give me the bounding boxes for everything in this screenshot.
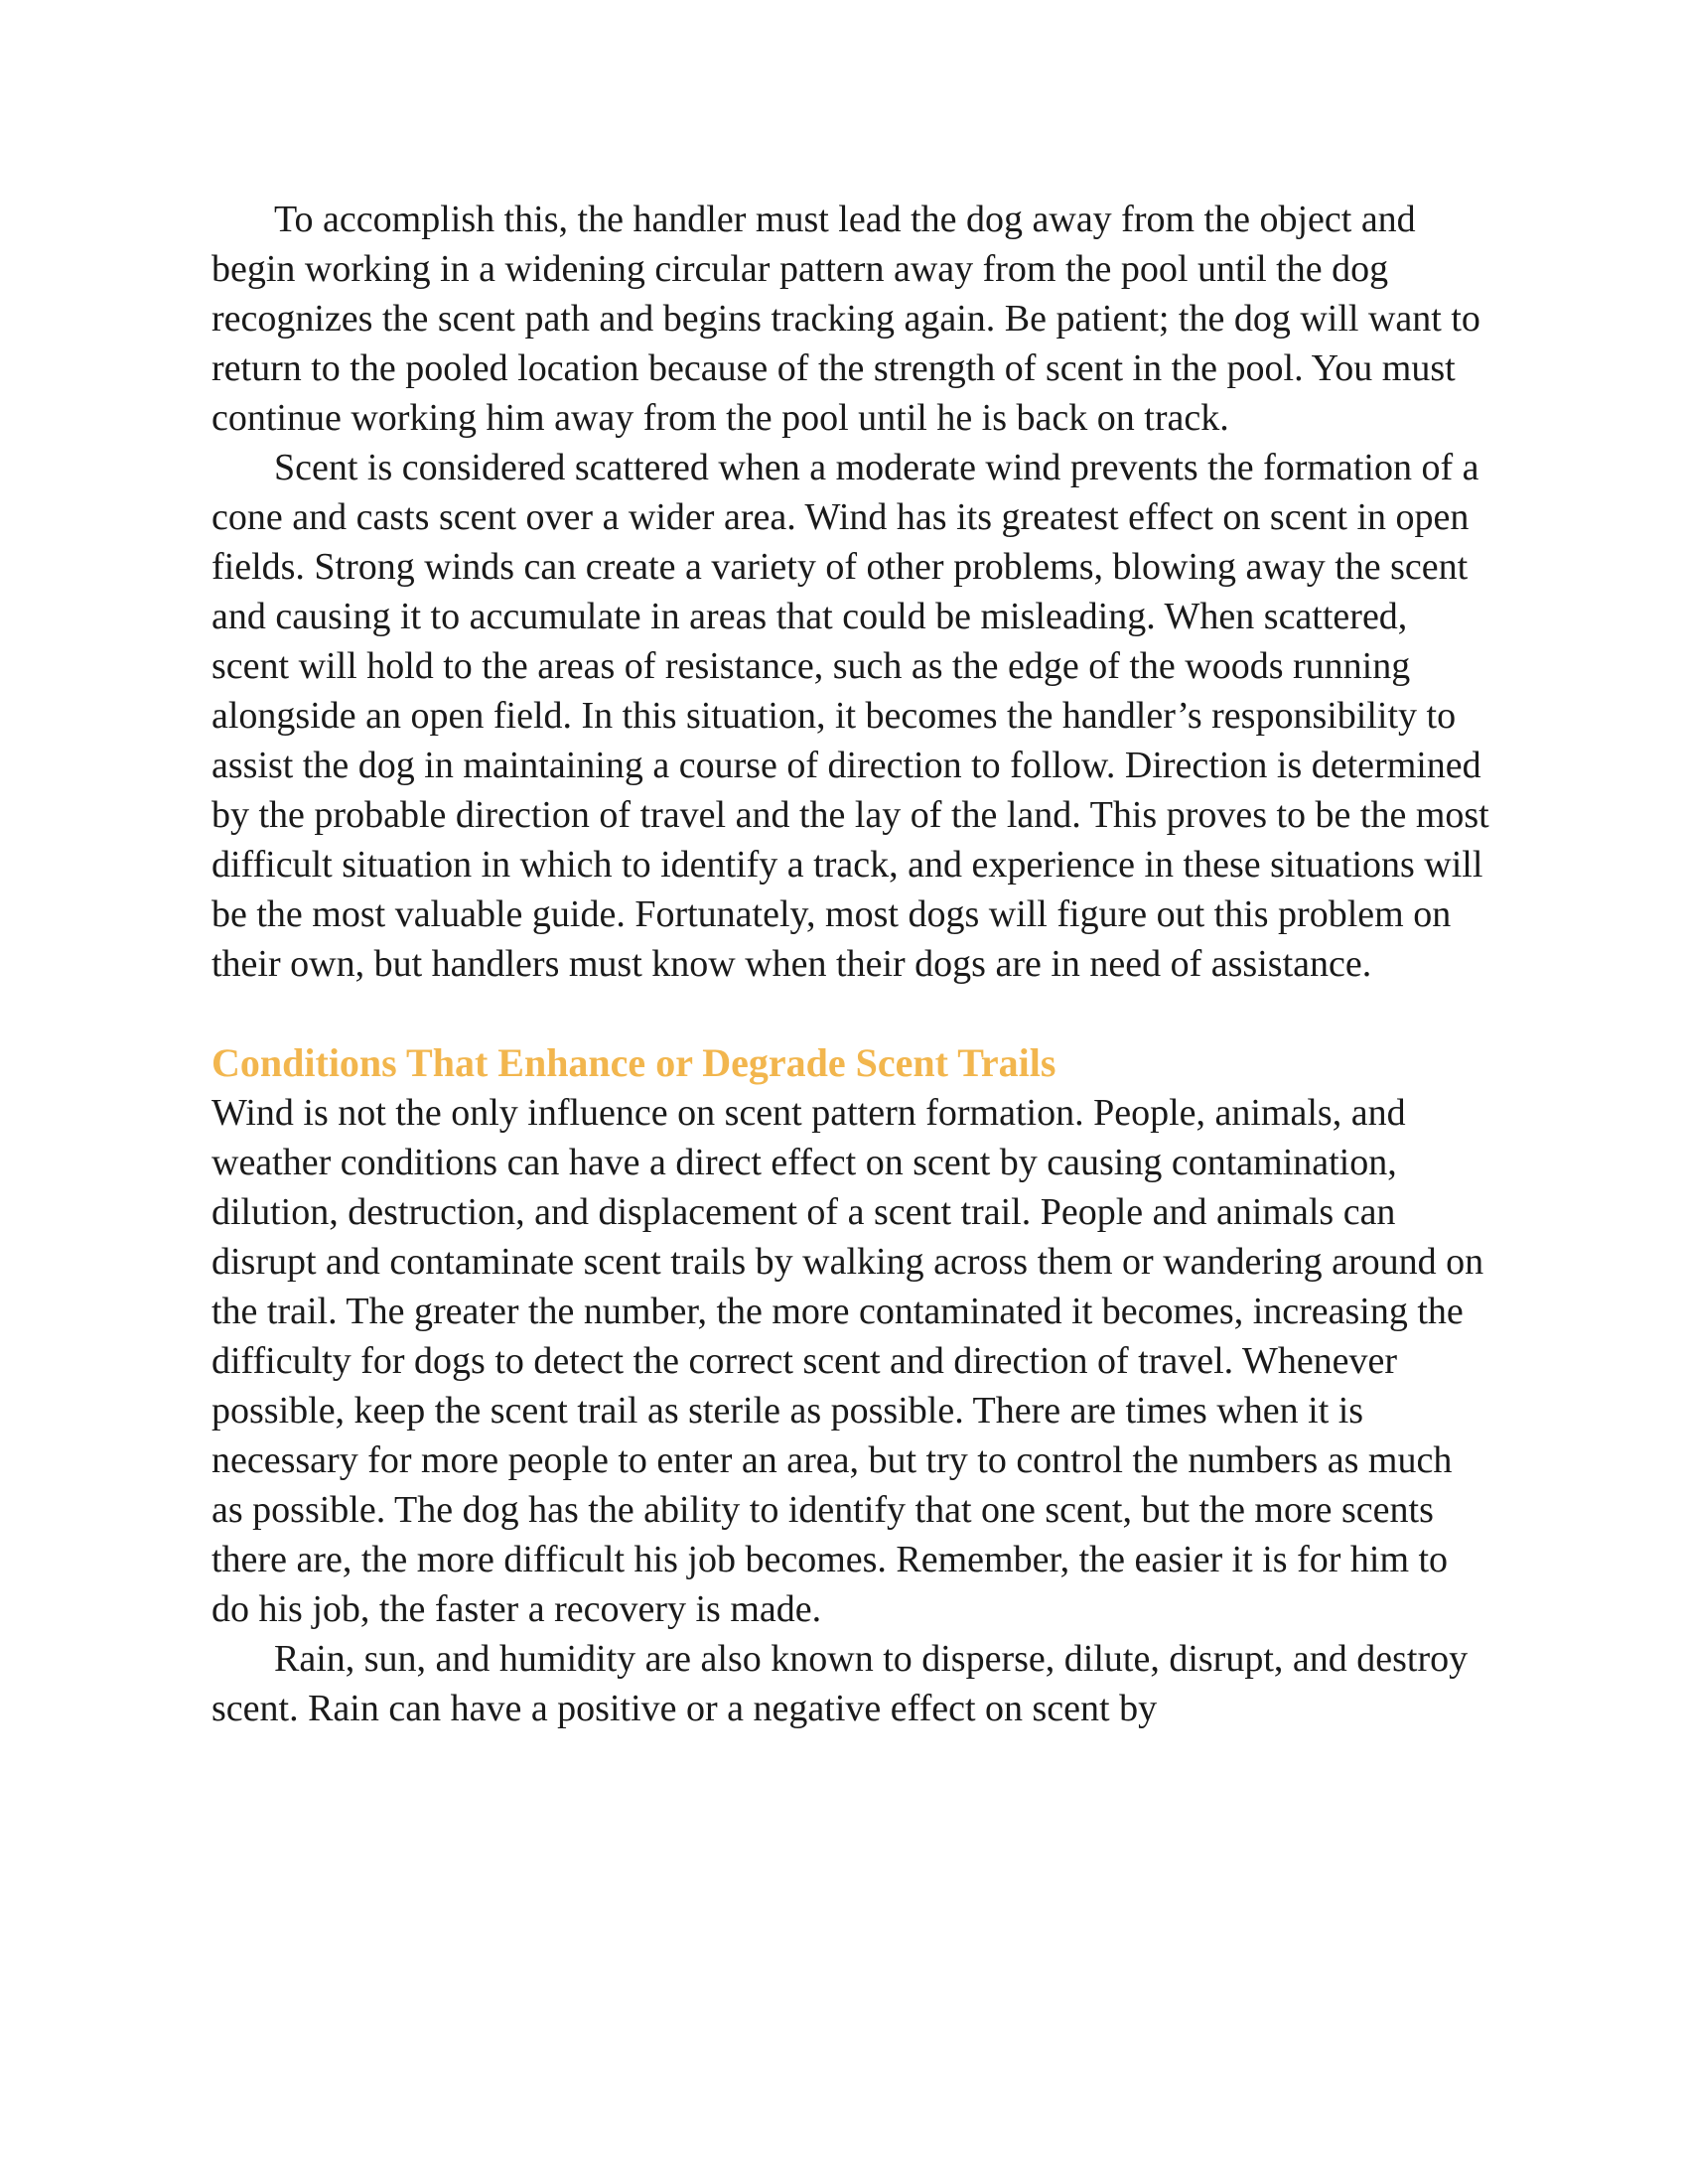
paragraph-wind-influence: Wind is not the only influence on scent pattern formation. People, animals, and weather conditions can have a direct effect on scent by causing contamination, dilution, destruction, and displacement of a scent trail. People and animals can disrupt and contaminate scent trails by walking across them or wandering around on the trail. The greater the number, the more contaminated it becomes, increasing the difficulty for dogs to detect the correct scent and direction of travel. Whenever possible, keep the scent trail as sterile as possible. There are times when it is necessary for more people to enter an area, but try to control the numbers as much as possible. The dog has the ability to identify that one scent, but the more scents there are, the more difficult his job becomes. Remember, the easier it is for him to do his job, the faster a recovery is made. bbox=[211, 1092, 1484, 1630]
paragraph-pooled-scent: To accomplish this, the handler must lead the dog away from the object and begin working in a widening circular pattern away from the pool until the dog recognizes the scent path and begins tracking again. Be patient; the dog will want to return to the pooled location because of the strength of scent in the pool. You must continue working him away from the pool until he is back on track. bbox=[211, 199, 1480, 439]
paragraph-scattered-scent: Scent is considered scattered when a moderate wind prevents the formation of a cone and casts scent over a wider area. Wind has its greatest effect on scent in open fields. Strong winds can create a variety of other problems, blowing away the scent and causing it to accumulate in areas that could be misleading. When scattered, scent will hold to the areas of resistance, such as the edge of the woods running alongside an open field. In this situation, it becomes the handler’s responsibility to assist the dog in maintaining a course of direction to follow. Direction is determined by the probable direction of travel and the lay of the land. This proves to be the most difficult situation in which to identify a track, and experience in these situations will be the most valuable guide. Fortunately, most dogs will figure out this problem on their own, but handlers must know when their dogs are in need of assistance. bbox=[211, 447, 1489, 985]
document-page bbox=[211, 195, 1492, 1733]
paragraph-weather-effects: Rain, sun, and humidity are also known to disperse, dilute, disrupt, and destroy scent. Rain can have a positive or a negative effect on scent by bbox=[211, 1638, 1469, 1729]
section-heading: Conditions That Enhance or Degrade Scent Trails bbox=[211, 1040, 1056, 1085]
